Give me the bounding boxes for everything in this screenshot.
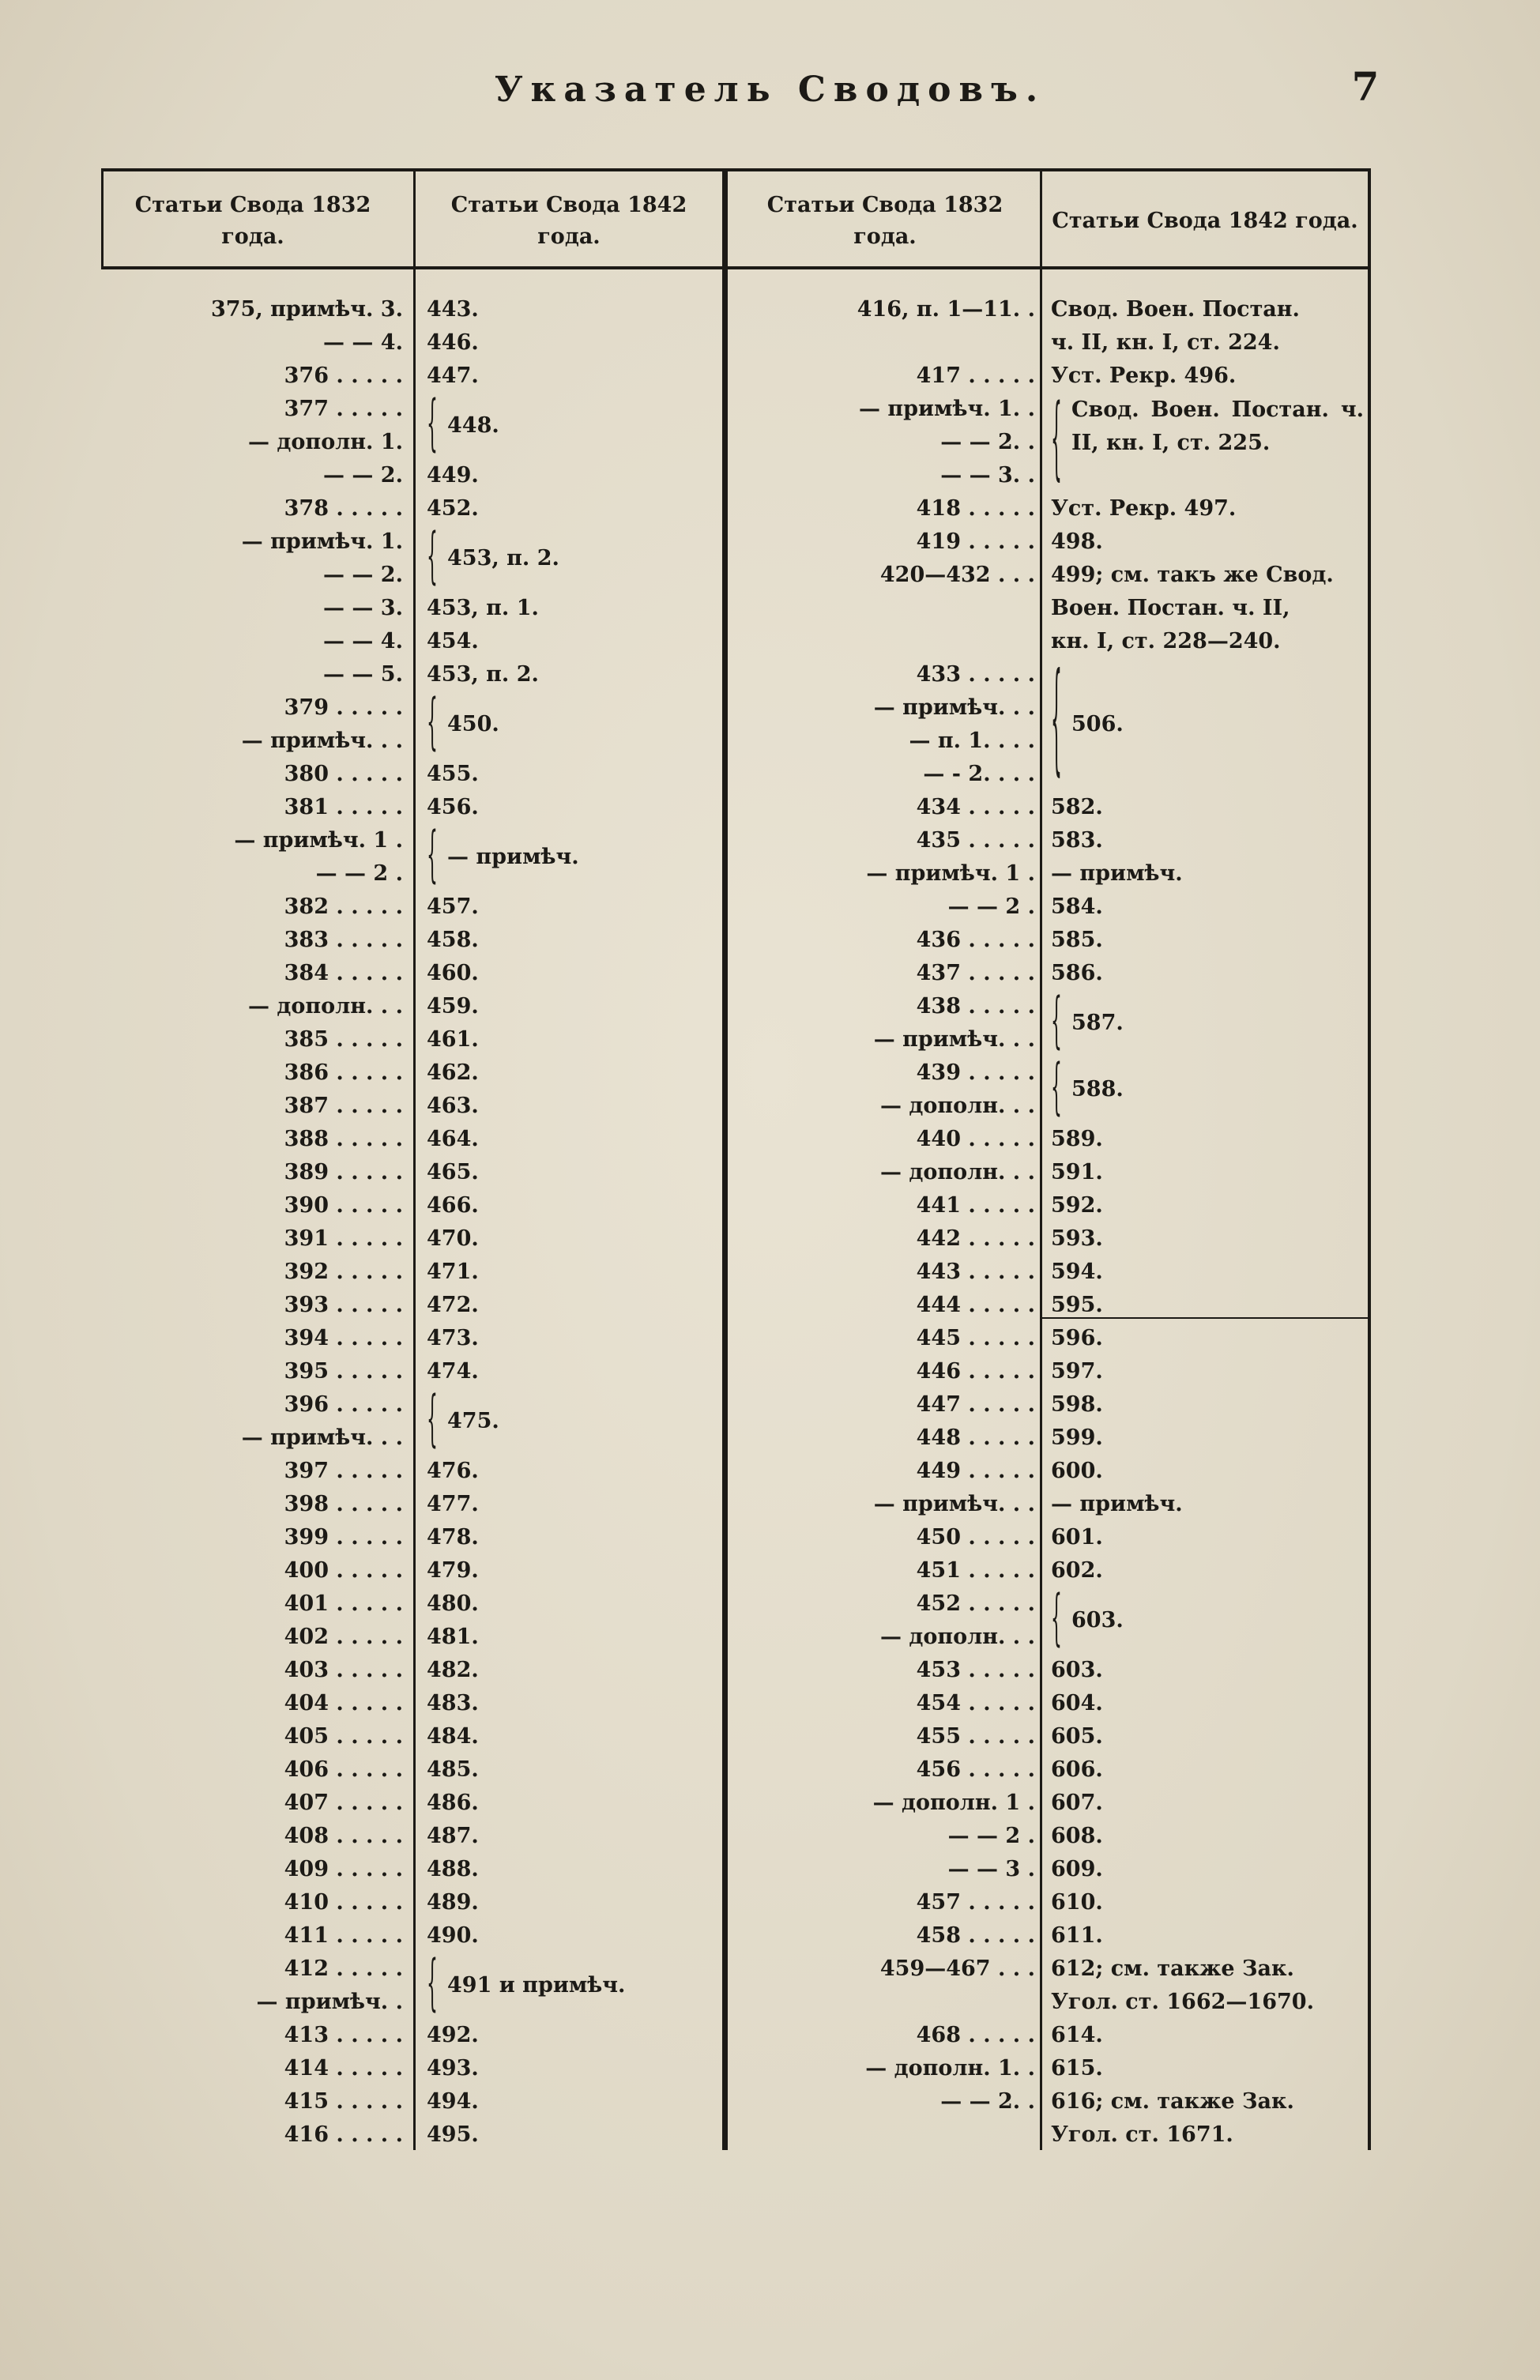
right-brace-label: Свод. Воен. Постан. ч. II, кн. I, ст. 225. — [1071, 397, 1364, 455]
right-entry-1832: 435 . . . . . — [916, 828, 1035, 853]
left-entry-1832: 384 . . . . . — [284, 961, 403, 985]
left-brace: { — [427, 1949, 438, 2019]
right-entry-1842: 606. — [1051, 1757, 1103, 1782]
left-entry-1832: 378 . . . . . — [284, 496, 403, 521]
right-entry-1832: 443 . . . . . — [916, 1260, 1035, 1284]
right-entry-1842: 583. — [1051, 828, 1103, 853]
right-entry-1842: 591. — [1051, 1160, 1103, 1184]
right-brace: { — [1051, 986, 1062, 1056]
left-entry-1832: 375, примѣч. 3. — [210, 297, 403, 322]
right-entry-1842: Угол. ст. 1662—1670. — [1051, 1990, 1314, 2014]
right-entry-1832: 459—467 . . . — [879, 1956, 1035, 1981]
left-entry-1832: 397 . . . . . — [284, 1459, 403, 1483]
right-entry-1832: 416, п. 1—11. . — [857, 297, 1035, 322]
left-entry-1832: 408 . . . . . — [284, 1824, 403, 1848]
left-entry-1832: 405 . . . . . — [284, 1724, 403, 1749]
right-entry-1832: 420—432 . . . — [879, 563, 1035, 587]
left-entry-1842: 458. — [427, 928, 479, 952]
left-entry-1832: — — 2 . — [315, 861, 403, 886]
right-entry-1832: 468 . . . . . — [916, 2023, 1035, 2047]
right-entry-1842: 585. — [1051, 928, 1103, 952]
right-entry-1842: 600. — [1051, 1459, 1103, 1483]
left-entry-1842: 478. — [427, 1525, 479, 1550]
col-divider-3 — [1040, 168, 1042, 2150]
right-entry-1832: — — 2. . — [940, 2089, 1035, 2114]
right-entry-1842: Уст. Рекр. 496. — [1051, 363, 1237, 388]
left-entry-1842: 465. — [427, 1160, 479, 1184]
right-entry-1832: 436 . . . . . — [916, 928, 1035, 952]
left-entry-1832: 415 . . . . . — [284, 2089, 403, 2114]
left-entry-1832: 401 . . . . . — [284, 1591, 403, 1616]
left-entry-1832: 379 . . . . . — [284, 695, 403, 720]
right-brace: { — [1051, 1053, 1062, 1123]
right-entry-1832: 434 . . . . . — [916, 795, 1035, 819]
column-header-1842-left: Статьи Свода 1842 года. — [450, 193, 687, 249]
left-entry-1842: 495. — [427, 2122, 479, 2147]
right-entry-1832: — — 2 . — [947, 894, 1035, 919]
left-entry-1832: 390 . . . . . — [284, 1193, 403, 1218]
right-entry-1832 — [747, 593, 1035, 624]
left-entry-1842: 472. — [427, 1293, 479, 1317]
left-entry-1842: 453, п. 2. — [427, 662, 539, 687]
left-entry-1832: 395 . . . . . — [284, 1359, 403, 1384]
right-entry-1832: 438 . . . . . — [916, 994, 1035, 1019]
right-entry-1842: Свод. Воен. Постан. — [1051, 297, 1300, 322]
right-brace: { — [1051, 650, 1062, 789]
right-entry-1832: — дополн. 1 . — [872, 1791, 1035, 1815]
left-entry-1842: 452. — [427, 496, 479, 521]
left-entry-1832: — — 4. — [323, 330, 403, 355]
left-entry-1842: 490. — [427, 1923, 479, 1948]
right-entry-1842: 589. — [1051, 1127, 1103, 1151]
left-entry-1832: 396 . . . . . — [284, 1392, 403, 1417]
left-entry-1832: 404 . . . . . — [284, 1691, 403, 1715]
left-entry-1832: — дополн. 1. — [248, 430, 403, 454]
right-entry-1832: 446 . . . . . — [916, 1359, 1035, 1384]
right-entry-1832: — примѣч. . . — [873, 695, 1035, 720]
right-entry-1832: 450 . . . . . — [916, 1525, 1035, 1550]
right-entry-1832: 418 . . . . . — [916, 496, 1035, 521]
column-header-1832-right: Статьи Свода 1832 года. — [766, 193, 1003, 249]
right-brace-label: 603. — [1071, 1608, 1124, 1632]
left-entry-1842: 492. — [427, 2023, 479, 2047]
right-entry-1842: Уст. Рекр. 497. — [1051, 496, 1237, 521]
left-entry-1832: 398 . . . . . — [284, 1492, 403, 1516]
header-bottom-rule — [101, 266, 1370, 269]
left-entry-1832: — примѣч. . . — [241, 729, 403, 753]
right-entry-1832 — [747, 1986, 1035, 2018]
left-entry-1842: 494. — [427, 2089, 479, 2114]
left-entry-1832: 403 . . . . . — [284, 1658, 403, 1682]
left-entry-1842: 463. — [427, 1094, 479, 1118]
right-entry-1832: 452 . . . . . — [916, 1591, 1035, 1616]
table-top-rule — [101, 168, 1370, 171]
table-left-rule — [101, 168, 104, 269]
left-entry-1842: 456. — [427, 795, 479, 819]
right-entry-1832: 456 . . . . . — [916, 1757, 1035, 1782]
right-entry-1842: 605. — [1051, 1724, 1103, 1749]
left-entry-1832: 388 . . . . . — [284, 1127, 403, 1151]
left-entry-1832: 402 . . . . . — [284, 1625, 403, 1649]
right-entry-1832: — дополн. 1. . — [865, 2056, 1035, 2081]
right-brace: { — [1051, 1584, 1062, 1654]
left-entry-1832: 410 . . . . . — [284, 1890, 403, 1915]
right-entry-1842: 584. — [1051, 894, 1103, 919]
right-entry-1842: — примѣч. — [1051, 1492, 1183, 1516]
right-entry-1832: 433 . . . . . — [916, 662, 1035, 687]
left-entry-1842: 461. — [427, 1027, 479, 1052]
right-entry-1832: — дополн. . . — [880, 1625, 1035, 1649]
right-entry-1842: 499; см. такъ же Свод. — [1051, 563, 1334, 587]
left-entry-1842: 484. — [427, 1724, 479, 1749]
left-entry-1842: 488. — [427, 1857, 479, 1881]
right-entry-1842: 602. — [1051, 1558, 1103, 1583]
right-entry-1842: 611. — [1051, 1923, 1103, 1948]
right-entry-1842: 614. — [1051, 2023, 1103, 2047]
right-entry-1842: 594. — [1051, 1260, 1103, 1284]
left-entry-1832: 381 . . . . . — [284, 795, 403, 819]
right-entry-1832: 447 . . . . . — [916, 1392, 1035, 1417]
right-entry-1832: 453 . . . . . — [916, 1658, 1035, 1682]
left-entry-1832: — — 3. — [323, 596, 403, 620]
right-entry-1832: 439 . . . . . — [916, 1060, 1035, 1085]
right-entry-1842: 615. — [1051, 2056, 1103, 2081]
right-entry-1832: 417 . . . . . — [916, 363, 1035, 388]
left-brace-label: 450. — [447, 712, 499, 736]
col-divider-1 — [413, 168, 416, 2150]
right-entry-1832: 445 . . . . . — [916, 1326, 1035, 1350]
left-entry-1832: 376 . . . . . — [284, 363, 403, 388]
right-entry-1842: кн. I, ст. 228—240. — [1051, 629, 1281, 653]
right-entry-1832: — — 2 . — [947, 1824, 1035, 1848]
left-brace: { — [427, 522, 438, 592]
left-entry-1842: 476. — [427, 1459, 479, 1483]
right-entry-1842: 582. — [1051, 795, 1103, 819]
left-entry-1832: 377 . . . . . — [284, 397, 403, 421]
right-entry-1842: 599. — [1051, 1425, 1103, 1450]
right-entry-1832: — п. 1. . . . — [909, 729, 1035, 753]
left-entry-1842: 453, п. 1. — [427, 596, 539, 620]
right-entry-1842: — примѣч. — [1051, 861, 1183, 886]
left-entry-1842: 454. — [427, 629, 479, 653]
left-entry-1842: 460. — [427, 961, 479, 985]
left-brace: { — [427, 687, 438, 758]
left-entry-1832: 392 . . . . . — [284, 1260, 403, 1284]
left-brace-label: 475. — [447, 1409, 499, 1433]
right-entry-1842: 601. — [1051, 1525, 1103, 1550]
right-entry-1832: 449 . . . . . — [916, 1459, 1035, 1483]
left-brace: { — [427, 1384, 438, 1455]
right-entry-1842: 607. — [1051, 1791, 1103, 1815]
left-entry-1842: 473. — [427, 1326, 479, 1350]
left-entry-1832: — примѣч. 1. — [241, 529, 403, 554]
left-brace-label: 453, п. 2. — [447, 546, 559, 571]
right-entry-1832: — примѣч. 1. . — [858, 397, 1035, 421]
left-entry-1832: — — 2. — [323, 463, 403, 488]
right-entry-1832: — примѣч. . . — [873, 1492, 1035, 1516]
left-entry-1832: — — 4. — [323, 629, 403, 653]
left-entry-1832: 386 . . . . . — [284, 1060, 403, 1085]
right-entry-1842: 598. — [1051, 1392, 1103, 1417]
left-entry-1842: 443. — [427, 297, 479, 322]
left-entry-1842: 459. — [427, 994, 479, 1019]
left-entry-1842: 447. — [427, 363, 479, 388]
left-entry-1842: 477. — [427, 1492, 479, 1516]
left-entry-1842: 471. — [427, 1260, 479, 1284]
column-header-1832-left: Статьи Свода 1832 года. — [134, 193, 371, 249]
right-entry-1832: — примѣч. . . — [873, 1027, 1035, 1052]
left-entry-1832: 394 . . . . . — [284, 1326, 403, 1350]
left-entry-1832: 385 . . . . . — [284, 1027, 403, 1052]
left-brace: { — [427, 820, 438, 891]
left-entry-1842: 449. — [427, 463, 479, 488]
left-entry-1842: 483. — [427, 1691, 479, 1715]
right-entry-1832 — [747, 327, 1035, 359]
right-entry-1842: 596. — [1051, 1326, 1103, 1350]
right-entry-1842: Угол. ст. 1671. — [1051, 2122, 1233, 2147]
right-entry-1832: 440 . . . . . — [916, 1127, 1035, 1151]
right-entry-1842: 612; см. также Зак. — [1051, 1956, 1294, 1981]
left-entry-1842: 481. — [427, 1625, 479, 1649]
page-title: Указатель Сводовъ. — [494, 70, 1046, 110]
left-entry-1832: 380 . . . . . — [284, 762, 403, 786]
left-entry-1842: 464. — [427, 1127, 479, 1151]
left-entry-1832: 399 . . . . . — [284, 1525, 403, 1550]
left-entry-1832: 406 . . . . . — [284, 1757, 403, 1782]
left-brace-label: 448. — [447, 413, 499, 438]
col-divider-center — [722, 168, 728, 2150]
column-header-1842-right: Статьи Свода 1842 года. — [1052, 209, 1358, 233]
right-entry-1832: 448 . . . . . — [916, 1425, 1035, 1450]
left-entry-1832: 416 . . . . . — [284, 2122, 403, 2147]
left-entry-1832: 411 . . . . . — [284, 1923, 403, 1948]
right-entry-1842: 592. — [1051, 1193, 1103, 1218]
left-entry-1842: 480. — [427, 1591, 479, 1616]
right-entry-1832 — [747, 626, 1035, 657]
right-entry-1842: Воен. Постан. ч. II, — [1051, 596, 1290, 620]
left-brace-label: 491 и примѣч. — [447, 1973, 626, 1998]
right-entry-1842: 586. — [1051, 961, 1103, 985]
left-entry-1832: — дополн. . . — [248, 994, 403, 1019]
left-entry-1832: — примѣч. 1 . — [234, 828, 403, 853]
left-entry-1842: 485. — [427, 1757, 479, 1782]
right-entry-1842: 595. — [1051, 1293, 1103, 1317]
right-entry-1842: 603. — [1051, 1658, 1103, 1682]
right-entry-1832: 454 . . . . . — [916, 1691, 1035, 1715]
right-entry-1832: 419 . . . . . — [916, 529, 1035, 554]
left-entry-1832: 393 . . . . . — [284, 1293, 403, 1317]
left-entry-1832: 400 . . . . . — [284, 1558, 403, 1583]
right-brace-label: 588. — [1071, 1077, 1124, 1102]
left-entry-1832: 382 . . . . . — [284, 894, 403, 919]
right-entry-1832: 455 . . . . . — [916, 1724, 1035, 1749]
right-entry-1842: 608. — [1051, 1824, 1103, 1848]
left-entry-1832: — примѣч. . . — [241, 1425, 403, 1450]
left-entry-1832: 391 . . . . . — [284, 1226, 403, 1251]
right-entry-1842: 498. — [1051, 529, 1103, 554]
left-entry-1842: 462. — [427, 1060, 479, 1085]
left-entry-1842: 479. — [427, 1558, 479, 1583]
right-entry-1832: 444 . . . . . — [916, 1293, 1035, 1317]
left-entry-1842: 486. — [427, 1791, 479, 1815]
right-entry-1842: 609. — [1051, 1857, 1103, 1881]
left-entry-1842: 482. — [427, 1658, 479, 1682]
left-entry-1842: 474. — [427, 1359, 479, 1384]
right-entry-1832: — дополн. . . — [880, 1094, 1035, 1118]
left-entry-1832: 414 . . . . . — [284, 2056, 403, 2081]
left-entry-1842: 446. — [427, 330, 479, 355]
right-entry-1832: 458 . . . . . — [916, 1923, 1035, 1948]
right-entry-1842: 597. — [1051, 1359, 1103, 1384]
right-entry-1842: 610. — [1051, 1890, 1103, 1915]
right-entry-1832: — — 2. . — [940, 430, 1035, 454]
left-entry-1842: 455. — [427, 762, 479, 786]
left-entry-1832: 409 . . . . . — [284, 1857, 403, 1881]
left-entry-1842: 466. — [427, 1193, 479, 1218]
left-entry-1832: 387 . . . . . — [284, 1094, 403, 1118]
right-entry-1832 — [747, 2119, 1035, 2151]
left-entry-1832: 383 . . . . . — [284, 928, 403, 952]
left-entry-1832: — — 5. — [323, 662, 403, 687]
left-entry-1842: 470. — [427, 1226, 479, 1251]
right-entry-1832: — примѣч. 1 . — [866, 861, 1035, 886]
right-entry-1832: — - 2. . . . — [923, 762, 1035, 786]
left-entry-1832: 412 . . . . . — [284, 1956, 403, 1981]
right-entry-1832: — дополн. . . — [880, 1160, 1035, 1184]
right-entry-1842: ч. II, кн. I, ст. 224. — [1051, 330, 1280, 355]
right-entry-1832: — — 3. . — [940, 463, 1035, 488]
table-right-rule — [1368, 168, 1371, 2150]
page-number: 7 — [1351, 63, 1380, 110]
right-entry-1832: 441 . . . . . — [916, 1193, 1035, 1218]
left-brace-label: — примѣч. — [447, 845, 579, 869]
right-brace: { — [1051, 386, 1062, 491]
right-brace-label: 587. — [1071, 1011, 1124, 1035]
right-brace-label: 506. — [1071, 712, 1124, 736]
left-entry-1842: 487. — [427, 1824, 479, 1848]
left-entry-1832: — примѣч. . — [256, 1990, 403, 2014]
left-entry-1842: 493. — [427, 2056, 479, 2081]
left-entry-1842: 489. — [427, 1890, 479, 1915]
left-entry-1832: 389 . . . . . — [284, 1160, 403, 1184]
left-entry-1832: 407 . . . . . — [284, 1791, 403, 1815]
right-entry-1842: 593. — [1051, 1226, 1103, 1251]
left-entry-1832: — — 2. — [323, 563, 403, 587]
left-entry-1832: 413 . . . . . — [284, 2023, 403, 2047]
right-entry-1842: 616; см. также Зак. — [1051, 2089, 1294, 2114]
left-entry-1842: 457. — [427, 894, 479, 919]
right-entry-1832: 442 . . . . . — [916, 1226, 1035, 1251]
right-entry-1832: — — 3 . — [947, 1857, 1035, 1881]
right-entry-1832: 437 . . . . . — [916, 961, 1035, 985]
right-entry-1842: 604. — [1051, 1691, 1103, 1715]
left-brace: { — [427, 389, 438, 459]
right-entry-1832: 451 . . . . . — [916, 1558, 1035, 1583]
right-entry-1832: 457 . . . . . — [916, 1890, 1035, 1915]
